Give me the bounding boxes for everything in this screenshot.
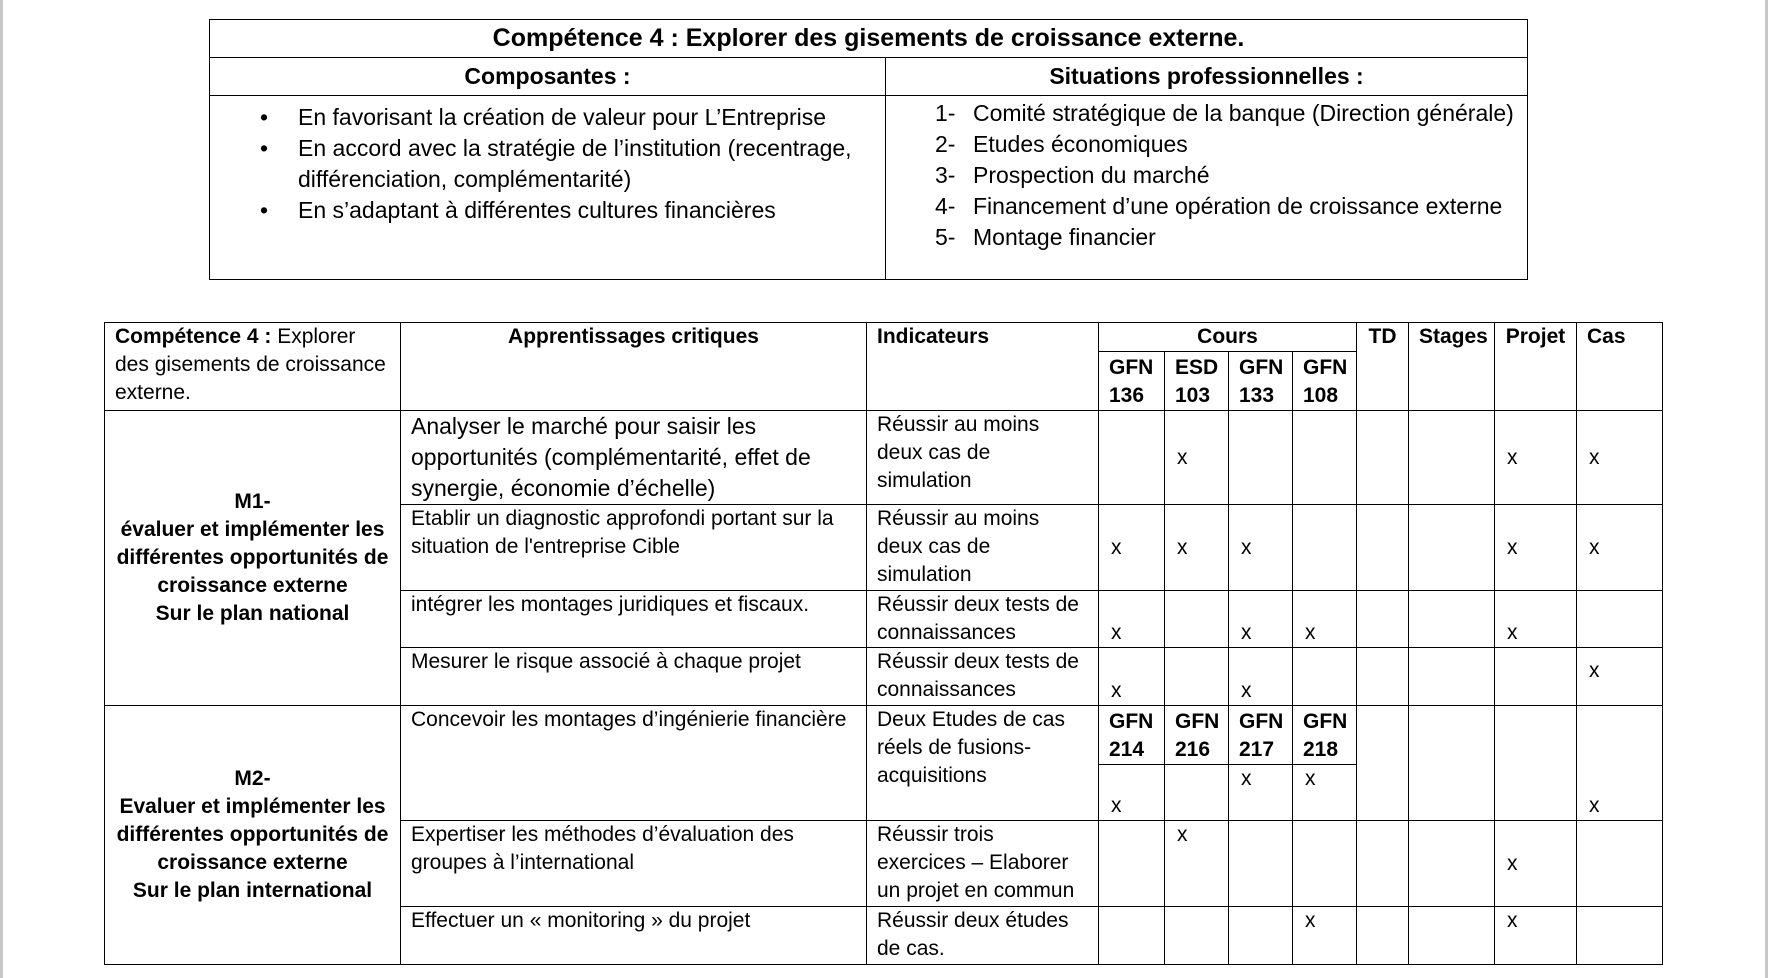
- apprentissage-cell: Etablir un diagnostic approfondi portant sur la situation de l'entreprise Cible: [401, 505, 867, 591]
- mark-cell: x: [1099, 591, 1165, 648]
- header-indicateurs: Indicateurs: [867, 323, 1099, 411]
- header-competence-text: Explorer des gisements de croissance externe.: [115, 325, 386, 404]
- mark-cell: [1357, 648, 1409, 706]
- mark-cell: x: [1495, 907, 1577, 965]
- apprentissage-cell: Effectuer un « monitoring » du projet: [401, 907, 867, 965]
- mark-cell: [1357, 591, 1409, 648]
- situation-number: 2-: [935, 131, 956, 157]
- indicateur-cell: Réussir trois exercices – Elaborer un projet en commun: [867, 821, 1099, 907]
- indicateur-cell: Réussir deux tests de connaissances: [867, 648, 1099, 706]
- mark-cell: [1495, 648, 1577, 706]
- course-code: GFN 218: [1293, 706, 1357, 765]
- module-label-line: Sur le plan national: [155, 602, 350, 625]
- apprentissage-cell: Mesurer le risque associé à chaque projet: [401, 648, 867, 706]
- competence-summary-table: [209, 19, 1528, 280]
- situation-text: Comité stratégique de la banque (Direction générale): [973, 100, 1514, 126]
- components-list: [210, 102, 885, 226]
- course-code: ESD 103: [1165, 352, 1229, 411]
- mark-cell: x: [1165, 821, 1229, 907]
- indicateur-cell: Réussir au moins deux cas de simulation: [867, 505, 1099, 591]
- mark-cell: x: [1495, 591, 1577, 648]
- module-label-line: M1-: [234, 490, 271, 513]
- mark-cell: [1293, 821, 1357, 907]
- situations-header: Situations professionnelles :: [886, 58, 1528, 96]
- apprentissage-cell: Expertiser les méthodes d’évaluation des groupes à l’international: [401, 821, 867, 907]
- mark-cell: [1409, 505, 1495, 591]
- mark-cell: [1357, 505, 1409, 591]
- situation-number: 1-: [935, 100, 956, 126]
- components-header: Composantes :: [210, 58, 886, 96]
- header-td: TD: [1357, 323, 1409, 411]
- mark-cell: [1293, 765, 1357, 821]
- apprentissage-cell: Concevoir les montages d’ingénierie financière: [401, 706, 867, 821]
- indicateur-cell: Réussir deux tests de connaissances: [867, 591, 1099, 648]
- mark-cell: x: [1229, 591, 1293, 648]
- header-cours: Cours: [1099, 323, 1357, 352]
- mark-cell: [1409, 411, 1495, 505]
- mark-cell: x: [1293, 907, 1357, 965]
- page-border-left: [0, 0, 3, 978]
- indicateur-cell: Réussir au moins deux cas de simulation: [867, 411, 1099, 505]
- mark-cell: [1409, 706, 1495, 821]
- course-code: GFN 136: [1099, 352, 1165, 411]
- header-competence-cell: [105, 323, 401, 411]
- situation-item: [935, 160, 1517, 191]
- indicateur-cell: Deux Etudes de cas réels de fusions-acquisitions: [867, 706, 1099, 821]
- mark-cell: [1099, 821, 1165, 907]
- situation-number: 3-: [935, 162, 956, 188]
- mark-cell: x: [1577, 648, 1663, 706]
- mark-cell: [1165, 648, 1229, 706]
- mark-cell: [1293, 648, 1357, 706]
- mark-cell: [1409, 907, 1495, 965]
- apprentissage-cell: intégrer les montages juridiques et fiscaux.: [401, 591, 867, 648]
- situation-text: Financement d’une opération de croissance externe: [973, 193, 1503, 219]
- mark-cell: [1357, 706, 1409, 821]
- apprentissage-cell: Analyser le marché pour saisir les opportunités (complémentarité, effet de synergie, économie d’échelle): [401, 411, 867, 505]
- mark-cell: x: [1577, 505, 1663, 591]
- situation-item: [935, 129, 1517, 160]
- components-cell: [210, 96, 886, 280]
- component-item: • En accord avec la stratégie de l’institution (recentrage, différenciation, complémentarité): [298, 133, 875, 195]
- competence-title: Compétence 4 : Explorer des gisements de croissance externe.: [210, 20, 1528, 58]
- mark-cell: [1099, 411, 1165, 505]
- component-item: • En favorisant la création de valeur pour L’Entreprise: [298, 102, 875, 133]
- mark-cell: [1409, 648, 1495, 706]
- mark-cell: x: [1165, 505, 1229, 591]
- header-stages: Stages: [1409, 323, 1495, 411]
- header-apprentissages: Apprentissages critiques: [401, 323, 867, 411]
- mark-cell: [1165, 591, 1229, 648]
- mark-cell: [1229, 821, 1293, 907]
- module-m2-label: [105, 706, 401, 965]
- module-label-line: évaluer et implémenter les différentes opportunités de croissance externe: [116, 518, 389, 597]
- mark-cell: x: [1099, 648, 1165, 706]
- mark-top: x: [1305, 767, 1316, 790]
- header-competence-label: Compétence 4 :: [115, 325, 272, 348]
- mark-cell: [1357, 907, 1409, 965]
- mark-cell: x: [1495, 821, 1577, 907]
- situation-number: 4-: [935, 193, 956, 219]
- mark-cell: x: [1577, 706, 1663, 821]
- mark-cell: x: [1229, 648, 1293, 706]
- mark-cell: x: [1577, 411, 1663, 505]
- course-code: GFN 108: [1293, 352, 1357, 411]
- competence-detail-table: [104, 322, 1663, 965]
- course-code: GFN 216: [1165, 706, 1229, 765]
- course-code: GFN 217: [1229, 706, 1293, 765]
- mark-cell: x: [1099, 505, 1165, 591]
- situations-cell: [886, 96, 1528, 280]
- mark-cell: [1229, 907, 1293, 965]
- mark-cell: [1293, 411, 1357, 505]
- header-cas: Cas: [1577, 323, 1663, 411]
- course-code: GFN 133: [1229, 352, 1293, 411]
- mark-cell: x: [1495, 505, 1577, 591]
- component-item: • En s’adaptant à différentes cultures financières: [298, 195, 875, 226]
- situation-item: [935, 222, 1517, 253]
- mark-cell: [1577, 907, 1663, 965]
- mark-cell: [1357, 821, 1409, 907]
- mark-cell: [1229, 411, 1293, 505]
- mark-bottom: x: [1111, 794, 1122, 817]
- mark-cell: [1495, 706, 1577, 821]
- mark-top: x: [1241, 767, 1252, 790]
- module-label-line: M2-: [234, 767, 271, 790]
- situation-text: Montage financier: [973, 224, 1156, 250]
- mark-cell: x: [1229, 505, 1293, 591]
- situation-item: [935, 191, 1517, 222]
- module-label-line: Sur le plan international: [132, 879, 373, 902]
- situation-text: Prospection du marché: [973, 162, 1210, 188]
- mark-cell: x: [1165, 411, 1229, 505]
- mark-cell: [1099, 907, 1165, 965]
- mark-cell: x: [1495, 411, 1577, 505]
- module-m1-label: [105, 411, 401, 706]
- mark-cell: [1409, 821, 1495, 907]
- mark-cell: [1165, 765, 1229, 821]
- mark-cell: [1577, 821, 1663, 907]
- indicateur-cell: Réussir deux études de cas.: [867, 907, 1099, 965]
- mark-cell: [1099, 765, 1165, 821]
- mark-cell: [1357, 411, 1409, 505]
- situation-number: 5-: [935, 224, 956, 250]
- mark-cell: [1165, 907, 1229, 965]
- header-projet: Projet: [1495, 323, 1577, 411]
- mark-cell: [1293, 505, 1357, 591]
- module-label-line: Evaluer et implémenter les différentes opportunités de croissance externe: [116, 795, 389, 874]
- course-code: GFN 214: [1099, 706, 1165, 765]
- mark-cell: [1409, 591, 1495, 648]
- situation-text: Etudes économiques: [973, 131, 1188, 157]
- situations-list: [886, 98, 1527, 253]
- mark-cell: [1577, 591, 1663, 648]
- mark-cell: x: [1293, 591, 1357, 648]
- situation-item: [935, 98, 1517, 129]
- mark-cell: [1229, 765, 1293, 821]
